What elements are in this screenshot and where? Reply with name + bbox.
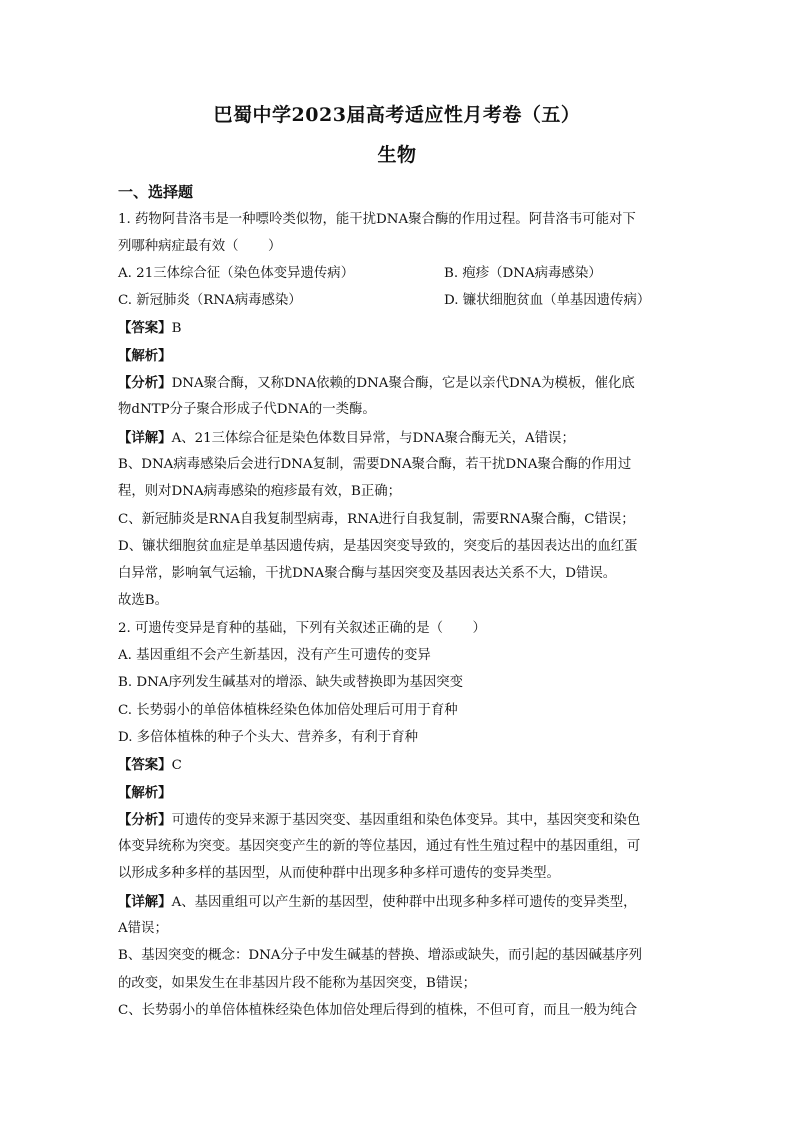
xiangjie-text: A、21三体综合征是染色体数目异常，与DNA聚合酶无关，A错误；: [171, 431, 575, 446]
q2-option-d: D. 多倍体植株的种子个头大、营养多，有利于育种: [118, 730, 418, 745]
fenxi-tag: 【分析】: [118, 375, 172, 391]
xiangjie-text: A、基因重组可以产生新的基因型，使种群中出现多种多样可遗传的变异类型，: [171, 895, 637, 910]
q1-xiangjie-line-3: 程，则对DNA病毒感染的疱疹最有效，B正确；: [118, 484, 401, 499]
analysis-tag: 【解析】: [118, 348, 172, 364]
q2-option-a: A. 基因重组不会产生新基因，没有产生可遗传的变异: [118, 648, 431, 663]
q1-xiangjie-line-2: B、DNA病毒感染后会进行DNA复制，需要DNA聚合酶，若干扰DNA聚合酶的作用过: [118, 457, 632, 472]
q1-stem-paren: ）: [267, 239, 282, 254]
q1-xiangjie-line-5: D、镰状细胞贫血症是单基因遗传病，是基因突变导致的，突变后的基因表达出的血红蛋: [118, 539, 638, 554]
q1-xiangjie-line-1: [118, 428, 678, 449]
q2-xiangjie-line-1: [118, 892, 678, 913]
analysis-tag: 【解析】: [118, 785, 172, 801]
fenxi-text: 可遗传的变异来源于基因突变、基因重组和染色体变异。其中，基因突变和染色: [171, 813, 641, 828]
q2-fenxi-line-3: 以形成多种多样的基因型，从而使种群中出现多种多样可遗传的变异类型。: [118, 866, 560, 881]
q1-stem-line-2: [118, 237, 678, 257]
q2-xiangjie-line-2: A错误；: [118, 921, 168, 936]
fenxi-tag: 【分析】: [118, 812, 172, 828]
answer-tag: 【答案】: [118, 320, 172, 336]
q2-answer: [118, 755, 678, 776]
document-title: 巴蜀中学2023届高考适应性月考卷（五）: [213, 104, 581, 126]
fenxi-text: DNA聚合酶，又称DNA依赖的DNA聚合酶，它是以亲代DNA为模板，催化底: [171, 376, 635, 391]
q1-analysis-heading: [118, 346, 678, 367]
xiangjie-tag: 【详解】: [118, 894, 172, 910]
q1-xiangjie-line-6: 白异常，影响氧气运输，干扰DNA聚合酶与基因突变及基因表达关系不大，D错误。: [118, 566, 617, 581]
answer-tag: 【答案】: [118, 757, 172, 773]
subject-title: 生物: [377, 144, 417, 166]
q2-xiangjie-line-4: 的改变，如果发生在非基因片段不能称为基因突变，B错误；: [118, 976, 476, 991]
q2-fenxi-line-1: [118, 810, 678, 831]
q1-xiangjie-line-7: 故选B。: [118, 593, 169, 608]
q2-analysis-heading: [118, 783, 678, 804]
q2-xiangjie-line-3: B、基因突变的概念：DNA分子中发生碱基的替换、增添或缺失，而引起的基因碱基序列: [118, 948, 643, 963]
q1-fenxi-line-1: [118, 373, 678, 394]
q2-xiangjie-line-5: C、长势弱小的单倍体植株经染色体加倍处理后得到的植株，不但可育，而且一般为纯合: [118, 1003, 638, 1018]
answer-value: B: [171, 321, 182, 336]
q2-fenxi-line-2: 体变异统称为突变。基因突变产生的新的等位基因，通过有性生殖过程中的基因重组，可: [118, 839, 641, 854]
xiangjie-tag: 【详解】: [118, 430, 172, 446]
q1-fenxi-line-2: 物dNTP分子聚合形成子代DNA的一类酶。: [118, 402, 376, 417]
q1-option-b: B. 疱疹（DNA病毒感染）: [444, 266, 602, 281]
q1-xiangjie-line-4: C、新冠肺炎是RNA自我复制型病毒，RNA进行自我复制，需要RNA聚合酶，C错误；: [118, 512, 635, 527]
q1-stem-text: 列哪种病症最有效（: [118, 239, 239, 254]
answer-value: C: [171, 758, 182, 773]
q1-stem-line-1: 1. 药物阿昔洛韦是一种嘌呤类似物，能干扰DNA聚合酶的作用过程。阿昔洛韦可能对下: [118, 212, 636, 227]
q2-stem: [118, 619, 678, 639]
q1-option-d: D. 镰状细胞贫血（单基因遗传病）: [444, 293, 651, 308]
q1-option-c: C. 新冠肺炎（RNA病毒感染）: [118, 293, 302, 308]
q2-option-c: C. 长势弱小的单倍体植株经染色体加倍处理后可用于育种: [118, 703, 458, 718]
q1-answer: [118, 318, 678, 339]
q2-option-b: B. DNA序列发生碱基对的增添、缺失或替换即为基因突变: [118, 675, 464, 690]
q2-stem-paren: ）: [472, 621, 486, 636]
section-heading: 一、选择题: [118, 183, 194, 201]
q2-stem-text: 2. 可遗传变异是育种的基础，下列有关叙述正确的是（: [118, 621, 444, 636]
q1-option-a: A. 21三体综合征（染色体变异遗传病）: [118, 266, 355, 281]
